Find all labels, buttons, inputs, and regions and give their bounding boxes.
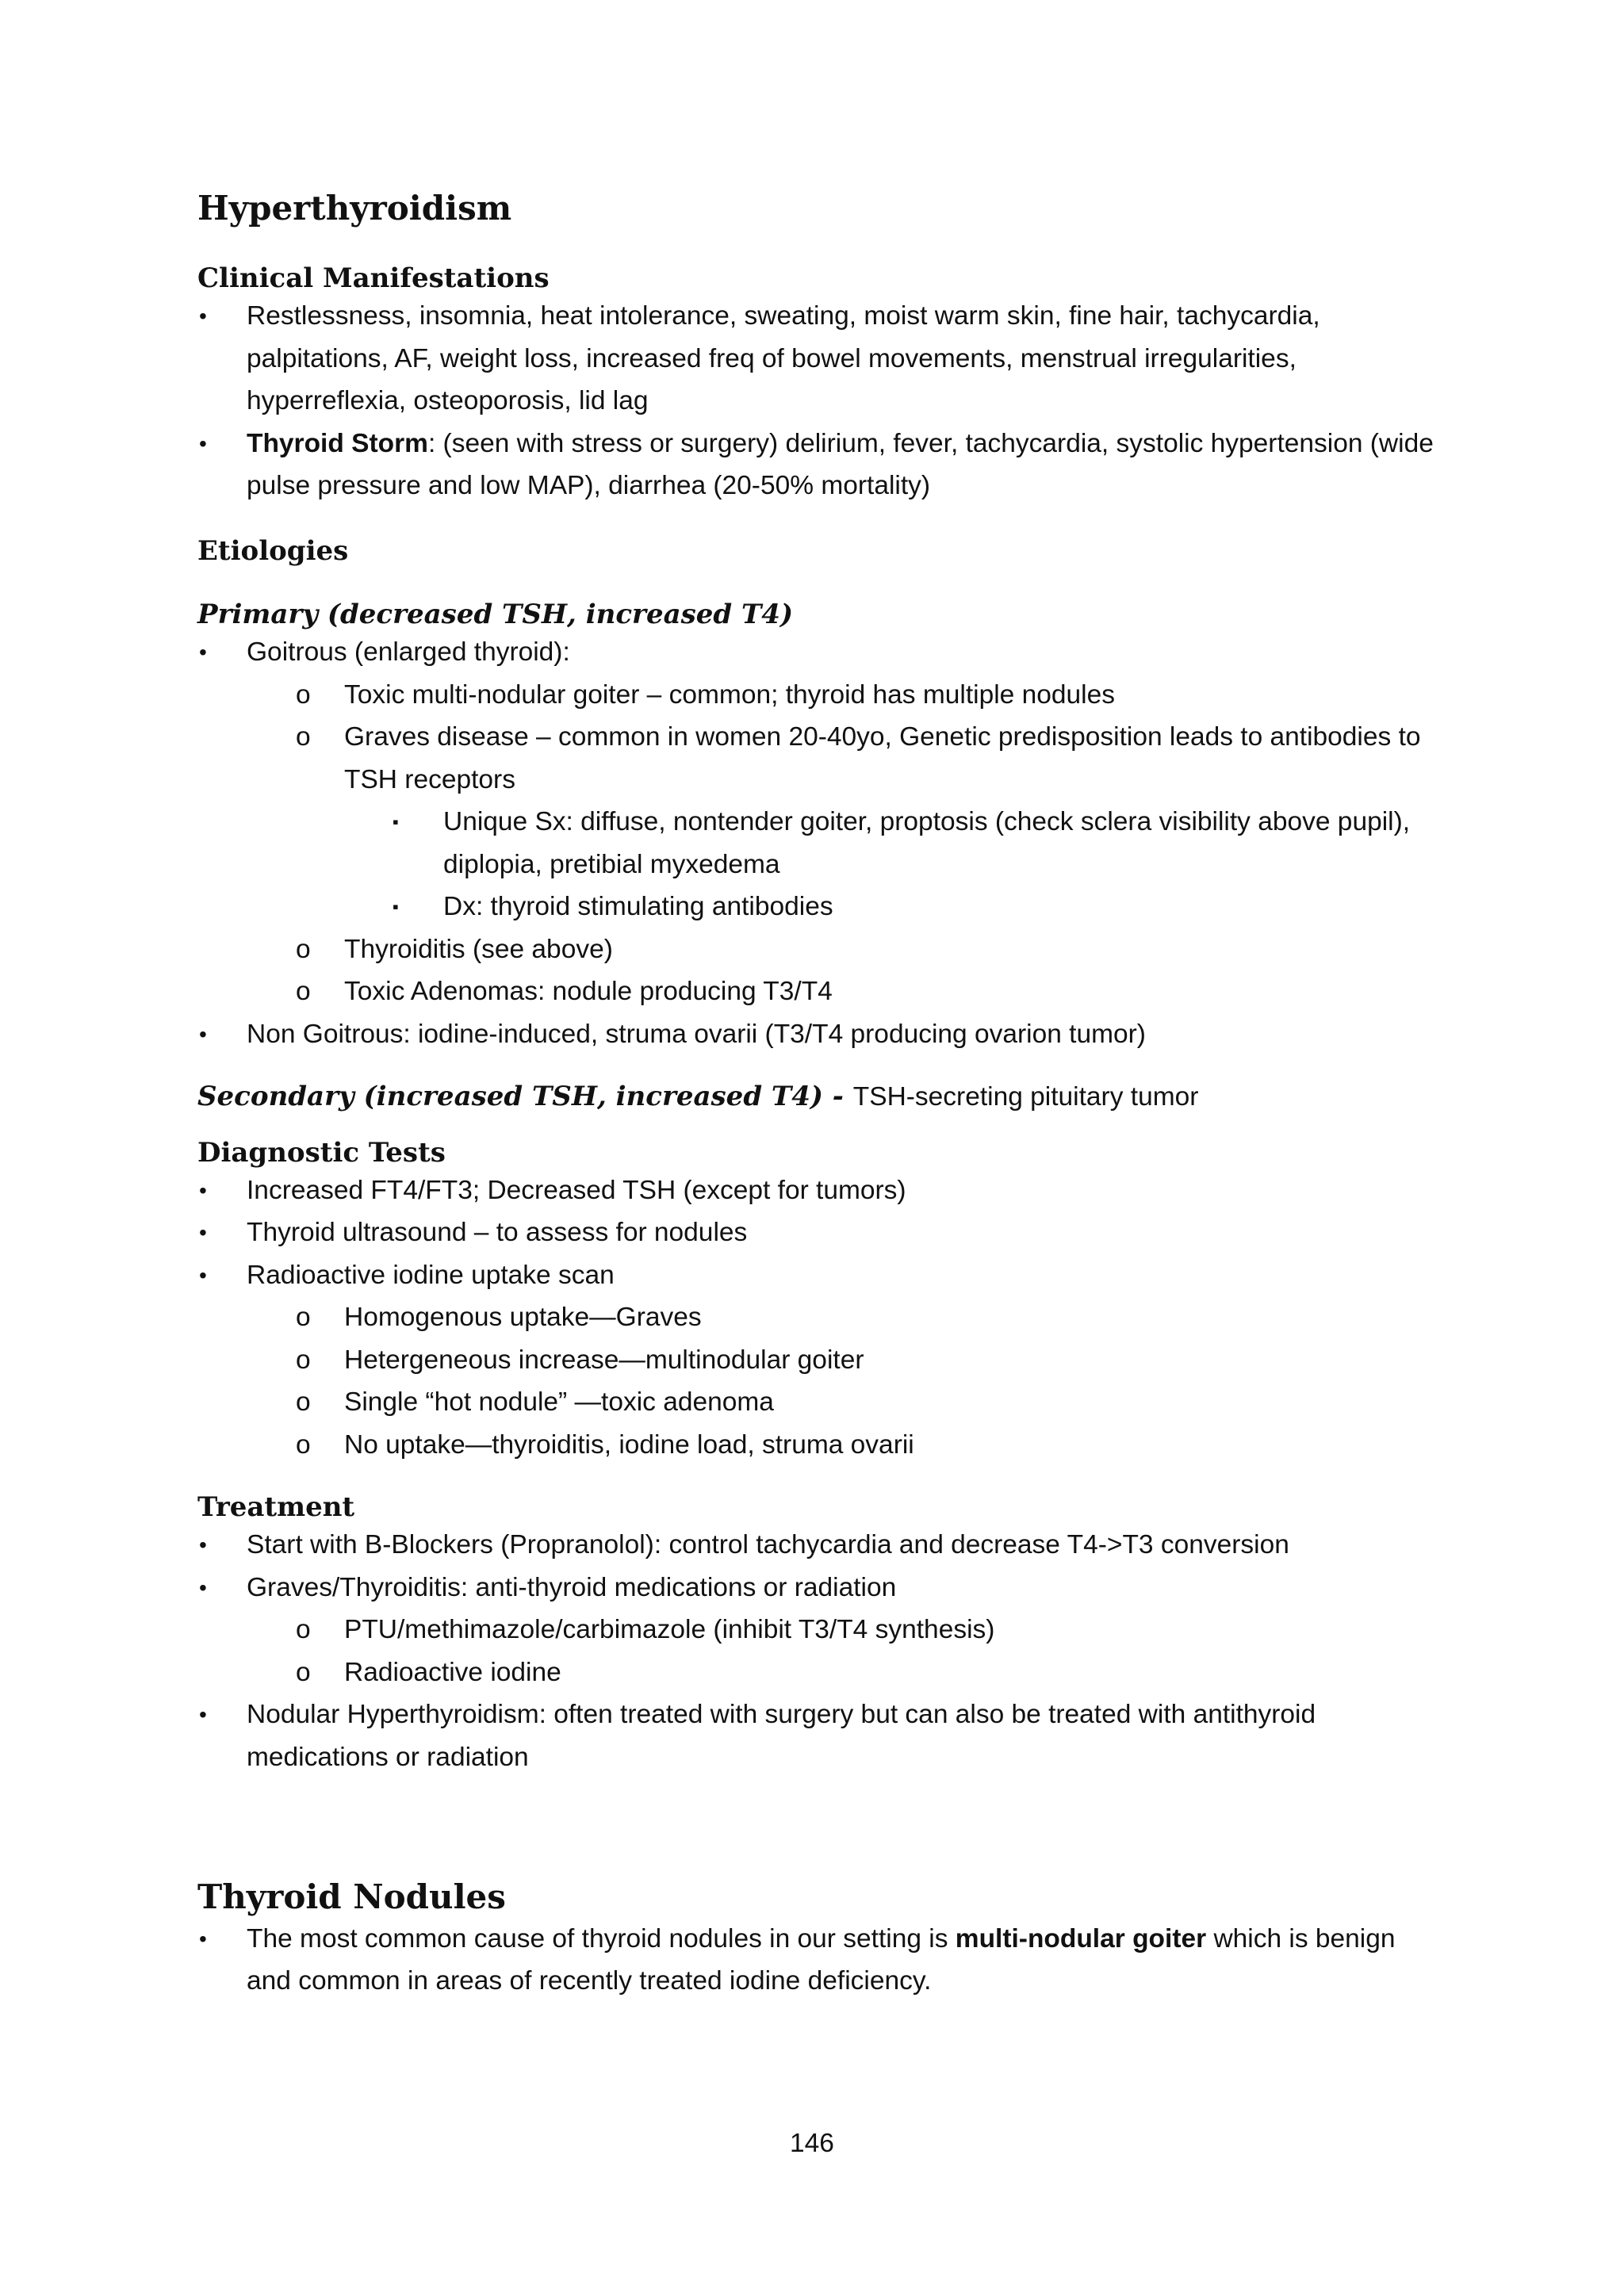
circle-bullet-icon: o (296, 1657, 311, 1687)
circle-bullet-icon: o (296, 934, 311, 964)
bullet-icon: • (199, 640, 207, 665)
circle-bullet-icon: o (296, 1345, 311, 1375)
circle-bullet-icon: o (296, 679, 311, 710)
list-item: • Start with B-Blockers (Propranolol): control tachycardia and decrease T4->T3 conversion (197, 1524, 1442, 1567)
list-item: • Goitrous (enlarged thyroid): (197, 631, 1442, 674)
circle-bullet-icon: o (296, 977, 311, 1007)
list-item: ▪ Dx: thyroid stimulating antibodies (197, 886, 1442, 928)
thyroid-storm-label: Thyroid Storm (247, 428, 428, 458)
list-item: o Toxic Adenomas: nodule producing T3/T4 (197, 970, 1442, 1013)
bullet-icon: • (199, 1533, 207, 1558)
bullet-icon: • (199, 1021, 207, 1047)
section-title-hyperthyroidism: Hyperthyroidism (197, 189, 512, 228)
bullet-icon: • (199, 1926, 207, 1951)
list-item: o Thyroiditis (see above) (197, 928, 1442, 971)
bullet-icon: • (199, 430, 207, 456)
list-item: ▪ Unique Sx: diffuse, nontender goiter, proptosis (check sclera visibility above pupil), diplopia, pretibial myxedema (197, 801, 1442, 886)
circle-bullet-icon: o (296, 1303, 311, 1333)
list-item: • Restlessness, insomnia, heat intolerance, sweating, moist warm skin, fine hair, tachycardia, palpitations, AF, weight loss, increased freq of bowel movements, menstrual irregularities, hyperreflexia, osteoporosis, lid lag (197, 295, 1442, 423)
diagnostic-list (197, 1169, 1442, 1467)
etiologies-list (197, 631, 1442, 1055)
square-bullet-icon: ▪ (393, 812, 399, 832)
list-item: o Homogenous uptake—Graves (197, 1296, 1442, 1339)
list-item: • Radioactive iodine uptake scan (197, 1254, 1442, 1297)
list-item: o PTU/methimazole/carbimazole (inhibit T3/T4 synthesis) (197, 1609, 1442, 1651)
circle-bullet-icon: o (296, 1387, 311, 1418)
bullet-icon: • (199, 1177, 207, 1203)
page-number: 146 (790, 2129, 834, 2158)
multi-nodular-goiter-emphasis: multi-nodular goiter (955, 1923, 1207, 1954)
list-item: o No uptake—thyroiditis, iodine load, struma ovarii (197, 1424, 1442, 1467)
list-item: • The most common cause of thyroid nodules in our setting is multi-nodular goiter which is benign and common in areas of recently treated iodine deficiency. (197, 1918, 1442, 2003)
list-item: • Thyroid ultrasound – to assess for nodules (197, 1211, 1442, 1254)
list-item: • Nodular Hyperthyroidism: often treated with surgery but can also be treated with antithyroid medications or radiation (197, 1693, 1442, 1778)
circle-bullet-icon: o (296, 1429, 311, 1460)
list-item: • Increased FT4/FT3; Decreased TSH (except for tumors) (197, 1169, 1442, 1212)
nodules-list (197, 1918, 1442, 2003)
heading-treatment: Treatment (197, 1491, 355, 1524)
heading-secondary: Secondary (increased TSH, increased T4) - (197, 1081, 853, 1113)
heading-clinical-manifestations: Clinical Manifestations (197, 262, 550, 295)
list-item: o Toxic multi-nodular goiter – common; thyroid has multiple nodules (197, 674, 1442, 717)
bullet-icon: • (199, 304, 207, 329)
heading-diagnostic-tests: Diagnostic Tests (197, 1137, 446, 1169)
list-item: o Radioactive iodine (197, 1651, 1442, 1694)
heading-etiologies: Etiologies (197, 534, 349, 567)
heading-primary: Primary (decreased TSH, increased T4) (197, 599, 794, 631)
list-item: o Graves disease – common in women 20-40yo, Genetic predisposition leads to antibodies to TSH receptors (197, 716, 1442, 801)
bullet-icon: • (199, 1702, 207, 1728)
list-item: • Thyroid Storm: (seen with stress or surgery) delirium, fever, tachycardia, systolic hypertension (wide pulse pressure and low MAP), diarrhea (20-50% mortality) (197, 423, 1442, 507)
square-bullet-icon: ▪ (393, 897, 399, 917)
list-item: o Single “hot nodule” —toxic adenoma (197, 1381, 1442, 1424)
section-title-thyroid-nodules: Thyroid Nodules (197, 1877, 506, 1917)
clinical-list (197, 295, 1442, 507)
secondary-line (197, 1081, 1442, 1113)
circle-bullet-icon: o (296, 1615, 311, 1645)
circle-bullet-icon: o (296, 722, 311, 752)
bullet-icon: • (199, 1575, 207, 1600)
bullet-icon: • (199, 1262, 207, 1288)
list-item: o Hetergeneous increase—multinodular goiter (197, 1339, 1442, 1382)
bullet-icon: • (199, 1220, 207, 1246)
secondary-text: TSH-secreting pituitary tumor (852, 1082, 1199, 1112)
treatment-list (197, 1524, 1442, 1778)
list-item: • Graves/Thyroiditis: anti-thyroid medications or radiation (197, 1567, 1442, 1609)
list-item: • Non Goitrous: iodine-induced, struma ovarii (T3/T4 producing ovarion tumor) (197, 1013, 1442, 1056)
page-content (197, 189, 1442, 2003)
